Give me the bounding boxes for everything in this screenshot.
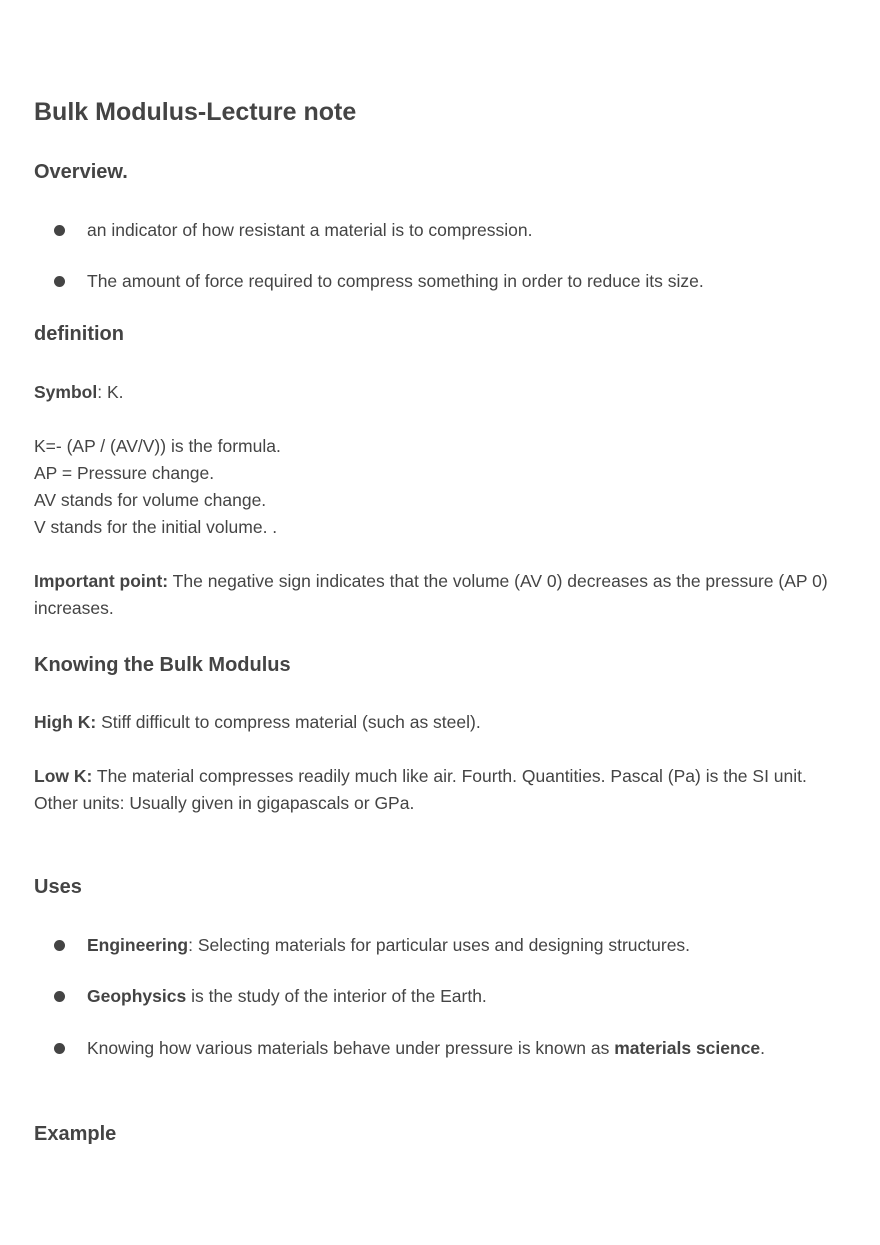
symbol-line — [34, 379, 123, 406]
example-heading: Example — [34, 1123, 117, 1145]
list-item-text — [87, 1035, 765, 1062]
formula-line: AV stands for volume change. — [34, 490, 267, 510]
low-k-paragraph — [34, 763, 846, 817]
formula-line: AP = Pressure change. — [34, 463, 215, 483]
uses-heading: Uses — [34, 876, 82, 898]
list-item-bold: materials science — [614, 1038, 761, 1058]
list-item — [34, 983, 834, 1010]
knowing-heading: Knowing the Bulk Modulus — [34, 654, 291, 676]
formula-line: V stands for the initial volume. . — [34, 517, 278, 537]
page-title: Bulk Modulus-Lecture note — [34, 98, 357, 126]
list-item-rest: : Selecting materials for particular uses and designing structures. — [188, 935, 691, 955]
list-item-text: an indicator of how resistant a material is to compression. — [87, 220, 533, 240]
bullet-dot-icon — [54, 1043, 65, 1054]
list-item — [34, 217, 834, 244]
overview-heading: Overview. — [34, 161, 128, 183]
definition-heading: definition — [34, 323, 124, 345]
high-k-paragraph — [34, 709, 481, 736]
list-item-bold: Engineering — [87, 935, 189, 955]
list-item-text — [87, 983, 487, 1010]
formula-block — [34, 433, 281, 541]
list-item-text: The amount of force required to compress something in order to reduce its size. — [87, 271, 704, 291]
list-item-text — [87, 932, 690, 959]
list-item — [34, 1035, 834, 1062]
list-item — [34, 268, 834, 295]
symbol-label: Symbol — [34, 382, 98, 402]
important-label: Important point: — [34, 571, 169, 591]
bullet-dot-icon — [54, 940, 65, 951]
list-item — [34, 932, 834, 959]
low-k-text: The material compresses readily much like air. Fourth. Quantities. Pascal (Pa) is the SI unit. Other units: Usually given in gigapascals or GPa. — [34, 766, 807, 813]
important-text: The negative sign indicates that the volume (AV 0) decreases as the pressure (AP 0) increases. — [34, 571, 828, 618]
formula-line: K=- (AP / (AV/V)) is the formula. — [34, 436, 281, 456]
high-k-label: High K: — [34, 712, 97, 732]
high-k-text: Stiff difficult to compress material (such as steel). — [96, 712, 481, 732]
list-item-bold: Geophysics — [87, 986, 187, 1006]
bullet-dot-icon — [54, 991, 65, 1002]
bullet-dot-icon — [54, 225, 65, 236]
list-item-rest: is the study of the interior of the Earth. — [186, 986, 487, 1006]
list-item-rest: Knowing how various materials behave under pressure is known as — [87, 1038, 615, 1058]
bullet-dot-icon — [54, 276, 65, 287]
low-k-label: Low K: — [34, 766, 93, 786]
symbol-value: : K. — [97, 382, 124, 402]
important-point-paragraph — [34, 568, 846, 622]
list-item-tail: . — [760, 1038, 766, 1058]
